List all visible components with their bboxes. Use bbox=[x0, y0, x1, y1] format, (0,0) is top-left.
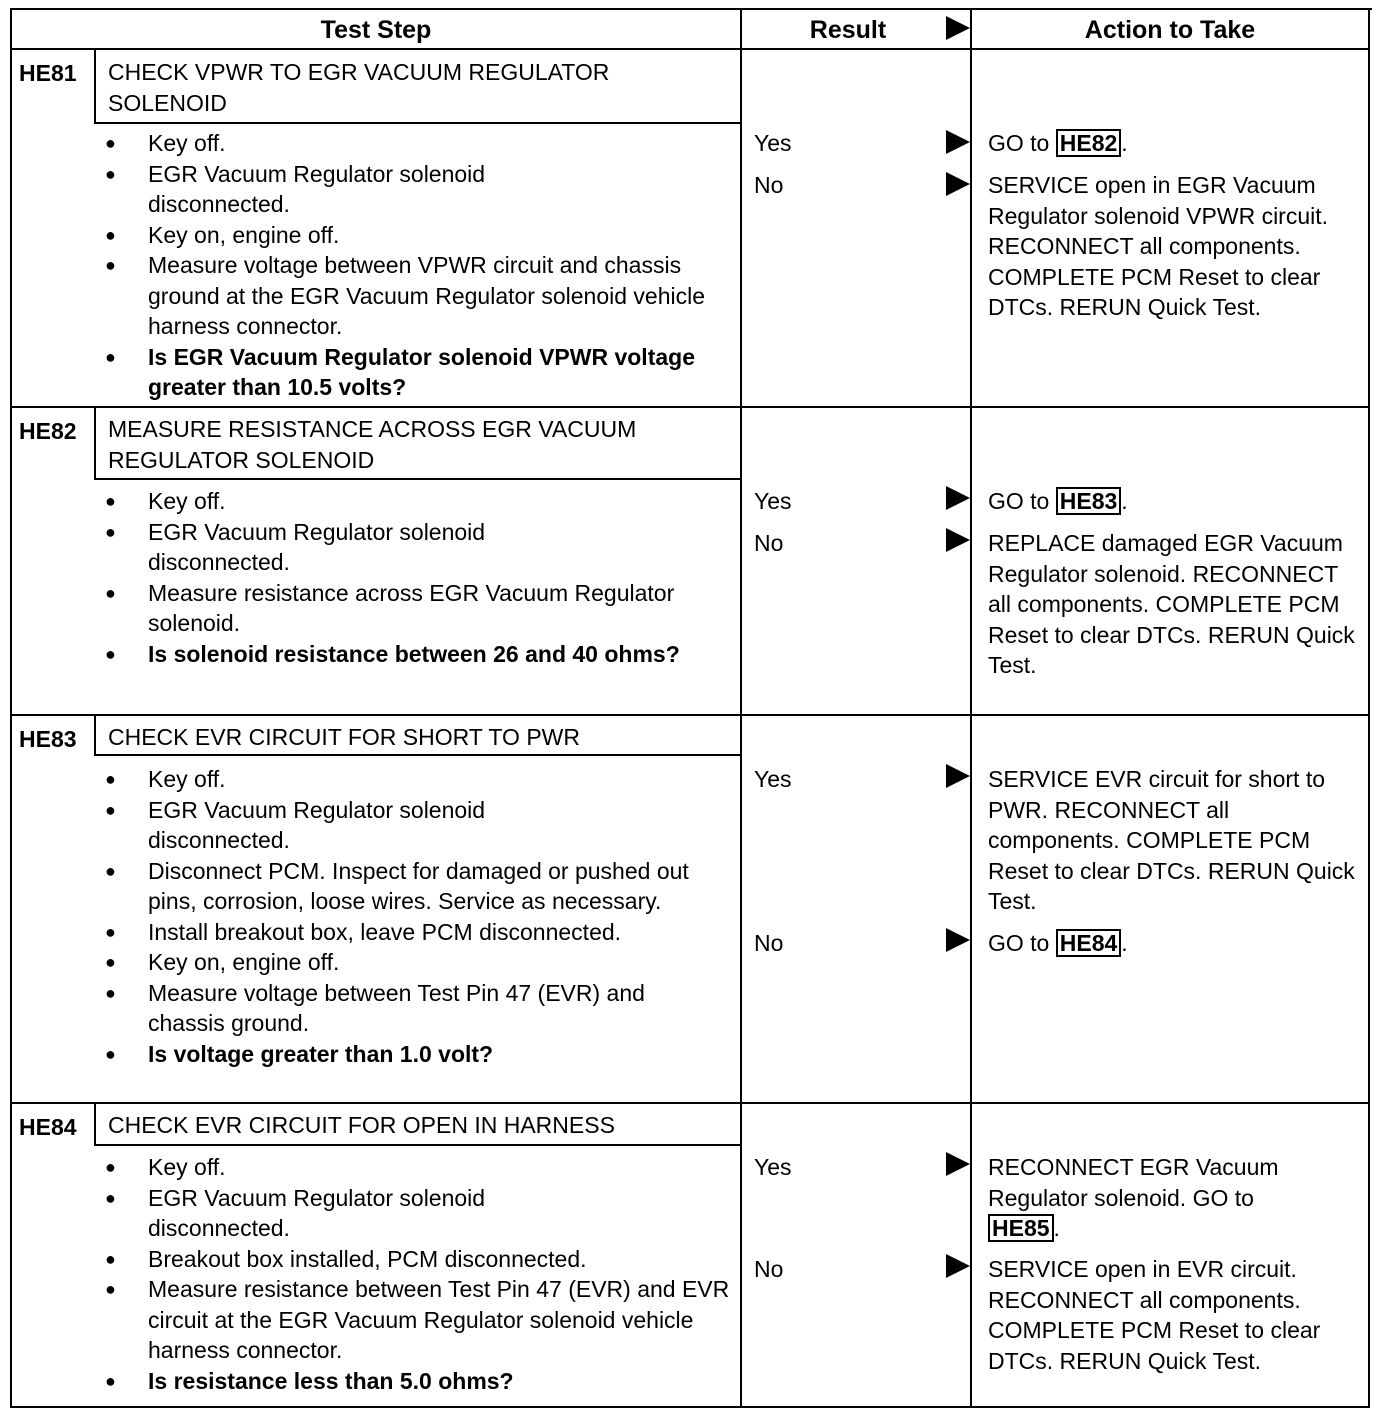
header-test-step: Test Step bbox=[320, 16, 432, 44]
arrow-icon bbox=[946, 928, 970, 952]
step-bullets bbox=[108, 128, 708, 403]
result-yes: Yes bbox=[754, 1154, 792, 1180]
arrow-icon bbox=[946, 1152, 970, 1176]
step-ref-link[interactable]: HE83 bbox=[1056, 487, 1122, 515]
action-no: REPLACE damaged EGR Vacuum Regulator solenoid. RECONNECT all components. COMPLETE PCM Reset to clear DTCs. RERUN Quick Test. bbox=[988, 530, 1355, 678]
bullet-item: ● Key off. bbox=[108, 1152, 718, 1183]
result-yes: Yes bbox=[754, 130, 792, 156]
action-yes: SERVICE EVR circuit for short to PWR. RECONNECT all components. COMPLETE PCM Reset to clear DTCs. RERUN Quick Test. bbox=[988, 766, 1355, 914]
bullet-question: ● Is solenoid resistance between 26 and 40 ohms? bbox=[108, 639, 728, 670]
column-divider-action bbox=[970, 8, 972, 1408]
step-title-divider bbox=[94, 478, 740, 480]
step-id-box-border bbox=[94, 1102, 96, 1146]
step-title: MEASURE RESISTANCE ACROSS EGR VACUUM REGULATOR SOLENOID bbox=[108, 416, 637, 473]
table-border-left bbox=[10, 8, 12, 1408]
step-ref-link[interactable]: HE84 bbox=[1056, 929, 1122, 957]
step-ref-link[interactable]: HE85 bbox=[988, 1214, 1054, 1242]
step-divider bbox=[10, 714, 1370, 716]
step-divider bbox=[10, 1102, 1370, 1104]
bullet-item: ● Measure resistance across EGR Vacuum Regulator solenoid. bbox=[108, 578, 678, 639]
step-title-divider bbox=[94, 122, 740, 124]
step-id-box-border bbox=[94, 406, 96, 480]
bullet-item: ● Key off. bbox=[108, 486, 708, 517]
bullet-item: ● Disconnect PCM. Inspect for damaged or pushed out pins, corrosion, loose wires. Service as necessary. bbox=[108, 856, 698, 917]
result-yes: Yes bbox=[754, 766, 792, 792]
bullet-item: ● Key on, engine off. bbox=[108, 947, 718, 978]
bullet-question: ● Is voltage greater than 1.0 volt? bbox=[108, 1039, 718, 1070]
action-yes: RECONNECT EGR Vacuum Regulator solenoid. GO to HE85 . bbox=[988, 1154, 1279, 1241]
column-divider-result bbox=[740, 8, 742, 1408]
bullet-item: ● EGR Vacuum Regulator solenoid disconnected. bbox=[108, 517, 588, 578]
arrow-icon bbox=[946, 528, 970, 552]
arrow-icon bbox=[946, 764, 970, 788]
header-result: Result bbox=[809, 16, 887, 44]
result-yes: Yes bbox=[754, 488, 792, 514]
header-action: Action to Take bbox=[1084, 16, 1256, 44]
bullet-item: ● Measure voltage between Test Pin 47 (EVR) and chassis ground. bbox=[108, 978, 708, 1039]
bullet-item: ● Measure resistance between Test Pin 47 (EVR) and EVR circuit at the EGR Vacuum Regulator solenoid vehicle harness connector. bbox=[108, 1274, 748, 1366]
bullet-item: ● EGR Vacuum Regulator solenoid disconnected. bbox=[108, 159, 588, 220]
action-yes: GO to HE83 . bbox=[988, 488, 1128, 514]
bullet-item: ● Breakout box installed, PCM disconnected. bbox=[108, 1244, 718, 1275]
bullet-item: ● Install breakout box, leave PCM disconnected. bbox=[108, 917, 758, 948]
step-ref-link[interactable]: HE82 bbox=[1056, 129, 1122, 157]
step-title: CHECK VPWR TO EGR VACUUM REGULATOR SOLENOID bbox=[108, 59, 610, 116]
action-no: SERVICE open in EVR circuit. RECONNECT all components. COMPLETE PCM Reset to clear DTCs. RERUN Quick Test. bbox=[988, 1256, 1321, 1374]
step-id: HE83 bbox=[19, 726, 77, 752]
result-no: No bbox=[754, 930, 784, 956]
step-id-box-border bbox=[94, 48, 96, 124]
result-no: No bbox=[754, 530, 784, 556]
bullet-item: ● Key on, engine off. bbox=[108, 220, 708, 251]
step-title: CHECK EVR CIRCUIT FOR OPEN IN HARNESS bbox=[108, 1112, 615, 1138]
header-divider bbox=[10, 48, 1370, 50]
header-arrow-icon bbox=[946, 16, 970, 40]
step-title: CHECK EVR CIRCUIT FOR SHORT TO PWR bbox=[108, 724, 580, 750]
bullet-question: ● Is EGR Vacuum Regulator solenoid VPWR voltage greater than 10.5 volts? bbox=[108, 342, 708, 403]
bullet-item: ● Measure voltage between VPWR circuit and chassis ground at the EGR Vacuum Regulator solenoid vehicle harness connector. bbox=[108, 250, 738, 342]
result-no: No bbox=[754, 172, 784, 198]
step-id: HE81 bbox=[19, 60, 77, 86]
arrow-icon bbox=[946, 486, 970, 510]
step-title-divider bbox=[94, 754, 740, 756]
table-border-right bbox=[1368, 8, 1370, 1408]
arrow-icon bbox=[946, 1254, 970, 1278]
result-no: No bbox=[754, 1256, 784, 1282]
action-yes: GO to HE82 . bbox=[988, 130, 1128, 156]
step-bullets bbox=[108, 1152, 730, 1396]
bullet-item: ● EGR Vacuum Regulator solenoid disconnected. bbox=[108, 795, 588, 856]
step-id: HE84 bbox=[19, 1114, 77, 1140]
step-bullets bbox=[108, 764, 718, 1069]
bullet-item: ● Key off. bbox=[108, 128, 708, 159]
step-bullets bbox=[108, 486, 708, 669]
table-border-bottom bbox=[10, 1406, 1370, 1408]
action-no: GO to HE84 . bbox=[988, 930, 1128, 956]
step-id-box-border bbox=[94, 714, 96, 756]
step-id: HE82 bbox=[19, 418, 77, 444]
arrow-icon bbox=[946, 130, 970, 154]
bullet-item: ● EGR Vacuum Regulator solenoid disconnected. bbox=[108, 1183, 588, 1244]
bullet-item: ● Key off. bbox=[108, 764, 718, 795]
step-divider bbox=[10, 406, 1370, 408]
arrow-icon bbox=[946, 172, 970, 196]
bullet-question: ● Is resistance less than 5.0 ohms? bbox=[108, 1366, 718, 1397]
action-no: SERVICE open in EGR Vacuum Regulator solenoid VPWR circuit. RECONNECT all components. COMPLETE PCM Reset to clear DTCs. RERUN Quick Test. bbox=[988, 172, 1329, 320]
step-title-divider bbox=[94, 1144, 740, 1146]
